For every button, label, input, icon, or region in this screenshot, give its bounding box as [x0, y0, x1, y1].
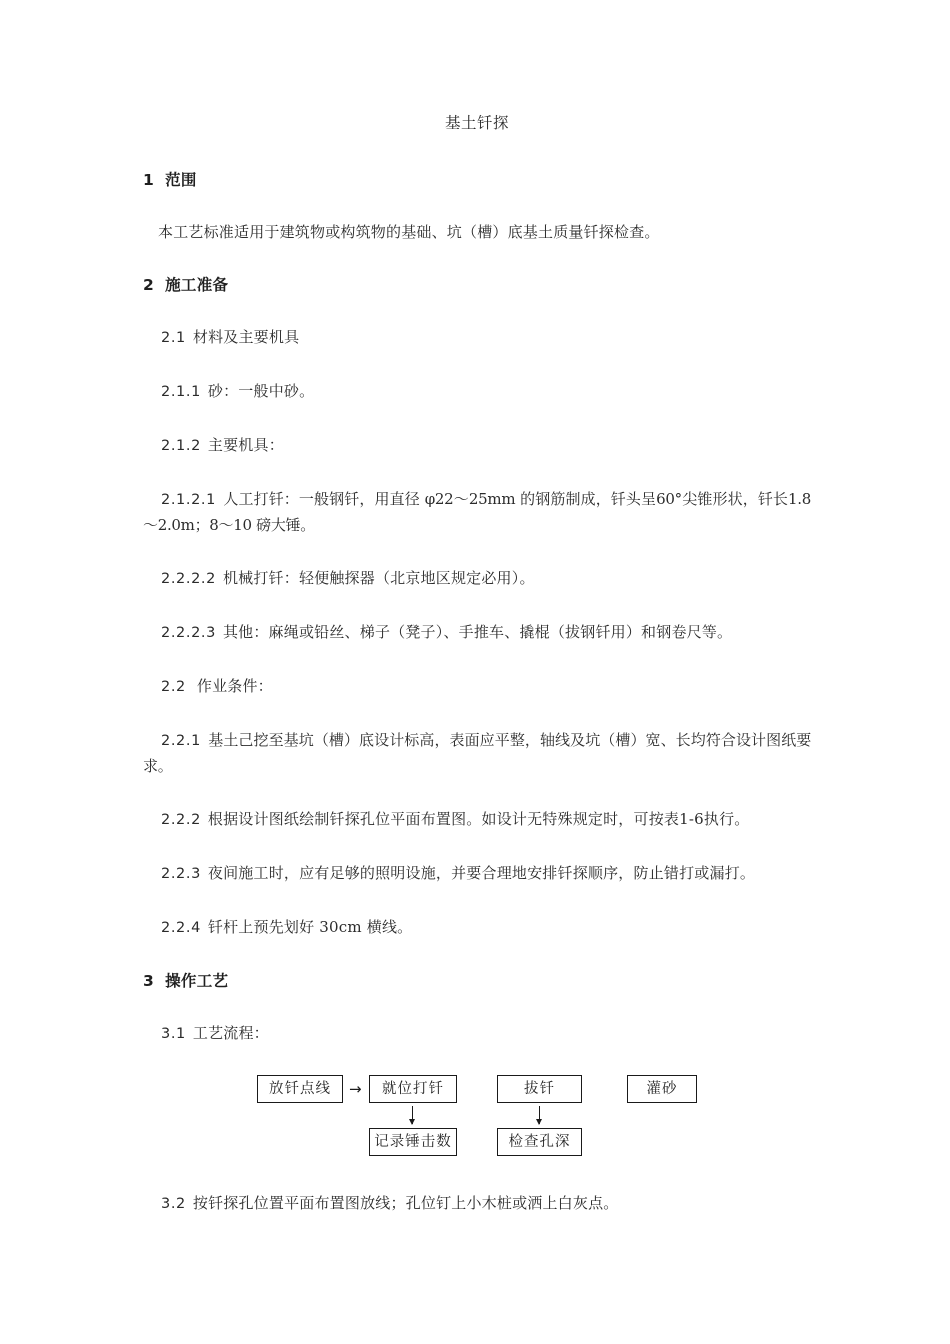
item-2-2-2-number: 2.2.2 — [161, 812, 201, 828]
heading-section-1 — [143, 168, 811, 192]
item-3-2-text: 按钎探孔位置平面布置图放线；孔位钉上小木桩或洒上白灰点。 — [192, 1194, 619, 1212]
item-2-2-2-3-text: 其他：麻绳或铅丝、梯子（凳子）、手推车、撬棍（拔钢钎用）和钢卷尺等。 — [222, 623, 733, 641]
flow-node-fang-qian-dian-xian: 放钎点线 — [257, 1075, 343, 1103]
heading-section-3 — [143, 969, 811, 993]
item-2-2-2-2 — [143, 566, 811, 592]
item-2-2-4-number: 2.2.4 — [161, 920, 201, 936]
heading-3-label: 操作工艺 — [165, 972, 229, 990]
heading-2-number: 2 — [143, 276, 155, 294]
item-2-1-2-number: 2.1.2 — [161, 438, 201, 454]
item-3-1 — [143, 1021, 811, 1047]
item-2-2-3-number: 2.2.3 — [161, 866, 201, 882]
item-2-2-2-3-number: 2.2.2.3 — [161, 625, 216, 641]
item-2-2-1 — [143, 728, 811, 779]
item-2-1-text: 材料及主要机具 — [192, 328, 300, 346]
flow-arrow-down-icon-left — [412, 1106, 413, 1124]
item-3-1-number: 3.1 — [161, 1026, 186, 1042]
flow-arrow-right-icon: → — [349, 1080, 362, 1098]
item-2-1-2-1-number: 2.1.2.1 — [161, 492, 216, 508]
item-2-1-2 — [143, 433, 811, 459]
item-2-2-3 — [143, 861, 811, 887]
item-2-2-1-number: 2.2.1 — [161, 733, 201, 749]
item-2-1-2-1 — [143, 487, 811, 538]
page-title: 基土钎探 — [444, 114, 509, 132]
item-2-2 — [143, 674, 811, 700]
item-2-2-2-3 — [143, 620, 811, 646]
item-2-2-4 — [143, 915, 811, 941]
flow-node-ji-lu-chui-ji-shu: 记录锤击数 — [369, 1128, 457, 1156]
item-2-2-2-2-text: 机械打钎：轻便触探器（北京地区规定必用）。 — [222, 569, 535, 587]
item-2-1-number: 2.1 — [161, 330, 186, 346]
item-2-1-1-text: 砂：一般中砂。 — [207, 382, 315, 400]
item-2-2-text: 作业条件： — [196, 677, 273, 695]
item-2-2-2-text: 根据设计图纸绘制钎探孔位平面布置图。如设计无特殊规定时，可按表1-6执行。 — [207, 810, 750, 828]
heading-section-2 — [143, 273, 811, 297]
item-2-2-number: 2.2 — [161, 679, 186, 695]
item-2-1-2-text: 主要机具： — [207, 436, 284, 454]
heading-3-number: 3 — [143, 972, 155, 990]
heading-1-number: 1 — [143, 171, 155, 189]
item-3-2 — [143, 1191, 811, 1217]
document-body — [143, 108, 811, 1245]
process-flowchart — [143, 1075, 811, 1173]
item-2-2-2 — [143, 807, 811, 833]
item-2-1-1-number: 2.1.1 — [161, 384, 201, 400]
item-3-2-number: 3.2 — [161, 1196, 186, 1212]
item-2-2-2-2-number: 2.2.2.2 — [161, 571, 216, 587]
heading-2-label: 施工准备 — [165, 276, 229, 294]
item-2-1-2-1-text: 人工打钎：一般钢钎，用直径 φ22～25mm 的钢筋制成，钎头呈60°尖锥形状，钎长1.8～2.0m；8～10 磅大锤。 — [143, 490, 811, 534]
item-3-1-text: 工艺流程： — [192, 1024, 269, 1042]
item-2-1 — [143, 325, 811, 351]
paragraph-scope: 本工艺标准适用于建筑物或构筑物的基础、坑（槽）底基土质量钎探检查。 — [158, 223, 660, 241]
item-2-2-1-text: 基土己挖至基坑（槽）底设计标高，表面应平整，轴线及坑（槽）宽、长均符合设计图纸要求。 — [143, 731, 811, 775]
flow-arrow-down-icon-right — [539, 1106, 540, 1124]
item-2-1-1 — [143, 379, 811, 405]
flow-node-ba-qian: 拔钎 — [497, 1075, 582, 1103]
flow-node-guan-sha: 灌砂 — [627, 1075, 697, 1103]
item-2-2-3-text: 夜间施工时，应有足够的照明设施，并要合理地安排钎探顺序，防止错打或漏打。 — [207, 864, 756, 882]
heading-1-label: 范围 — [165, 171, 197, 189]
item-2-2-4-text: 钎杆上预先划好 30cm 横线。 — [207, 918, 413, 936]
flow-node-jian-cha-kong-shen: 检查孔深 — [497, 1128, 582, 1156]
flow-node-jiu-wei-da-qian: 就位打钎 — [369, 1075, 457, 1103]
